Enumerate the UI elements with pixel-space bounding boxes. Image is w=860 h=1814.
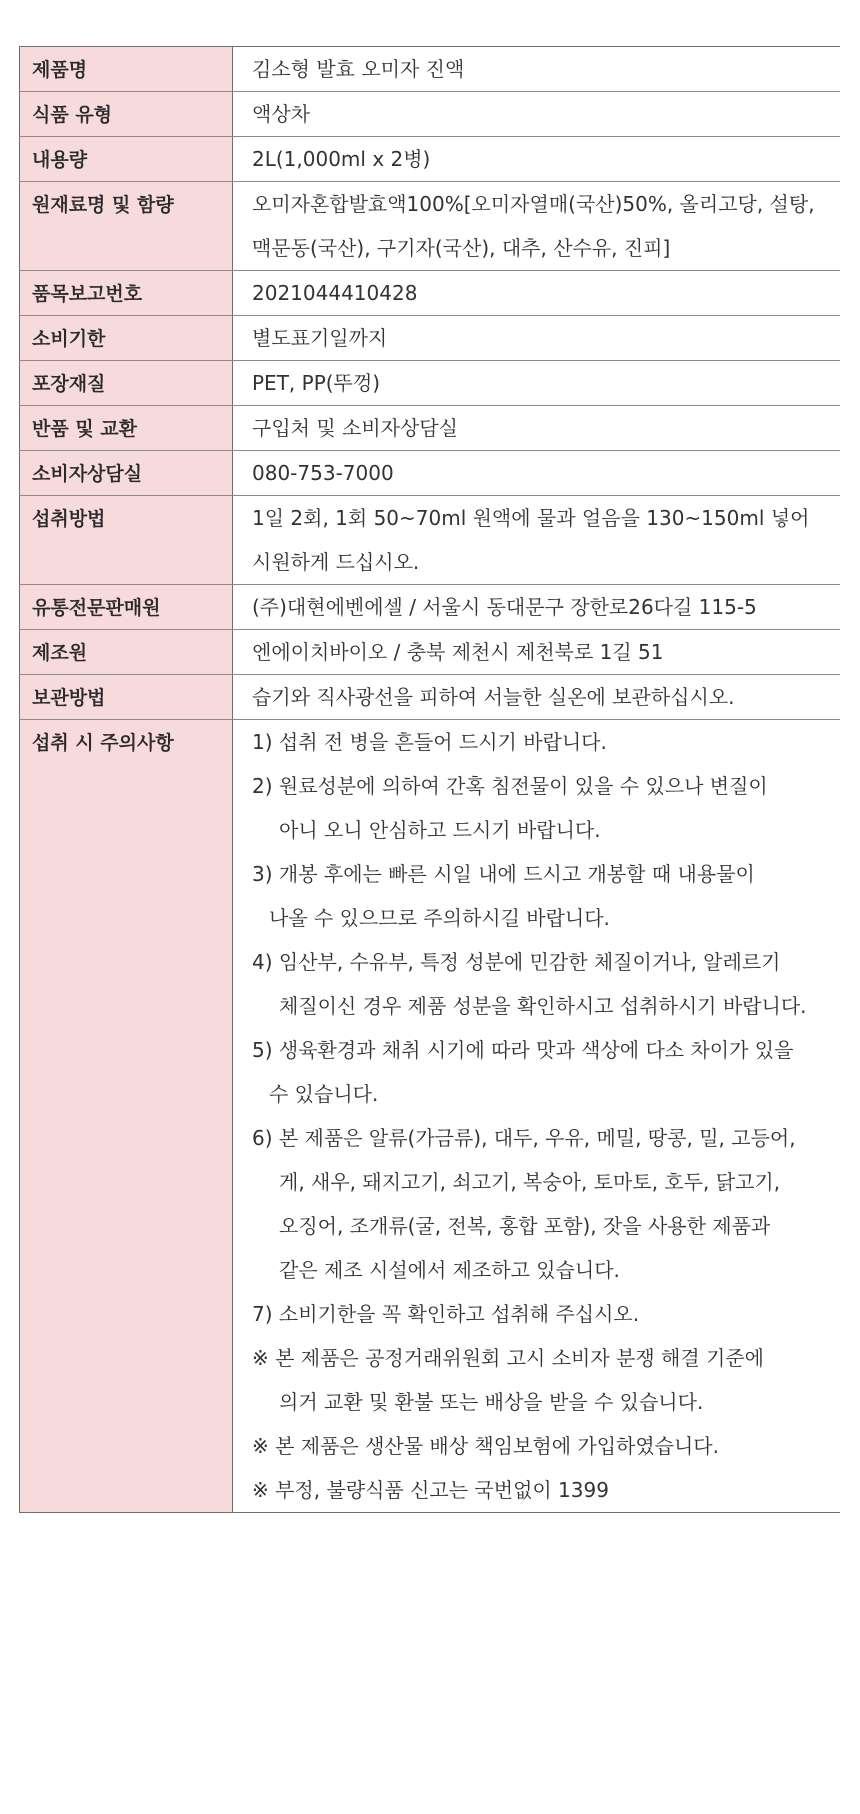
product-info-table	[19, 46, 840, 1513]
row-returns	[20, 406, 841, 451]
row-packaging	[20, 361, 841, 406]
row-product-name	[20, 47, 841, 92]
label-expiry: 소비기한	[32, 328, 106, 350]
label-food-type: 식품 유형	[32, 104, 113, 126]
row-distributor	[20, 585, 841, 630]
caution-line: 나올 수 있으므로 주의하시길 바랍니다.	[269, 906, 610, 930]
caution-line: 2) 원료성분에 의하여 간혹 침전물이 있을 수 있으나 변질이	[252, 774, 768, 798]
label-packaging: 포장재질	[32, 373, 106, 395]
caution-line: 3) 개봉 후에는 빠른 시일 내에 드시고 개봉할 때 내용물이	[252, 862, 755, 886]
row-storage	[20, 675, 841, 720]
value-packaging: PET, PP(뚜껑)	[252, 371, 380, 395]
caution-line: ※ 부정, 불량식품 신고는 국번없이 1399	[252, 1478, 609, 1502]
value-product-name: 김소형 발효 오미자 진액	[252, 57, 465, 81]
label-distributor: 유통전문판매원	[32, 597, 161, 619]
caution-line: 6) 본 제품은 알류(가금류), 대두, 우유, 메밀, 땅콩, 밀, 고등어,	[252, 1126, 796, 1150]
value-distributor: (주)대현에벤에셀 / 서울시 동대문구 장한로26다길 115-5	[252, 595, 757, 619]
caution-line: ※ 본 제품은 공정거래위원회 고시 소비자 분쟁 해결 기준에	[252, 1346, 764, 1370]
row-report-number	[20, 271, 841, 316]
caution-line: 의거 교환 및 환불 또는 배상을 받을 수 있습니다.	[279, 1390, 704, 1414]
row-volume	[20, 137, 841, 182]
row-food-type	[20, 92, 841, 137]
row-manufacturer	[20, 630, 841, 675]
value-volume: 2L(1,000ml x 2병)	[252, 147, 431, 171]
caution-notes	[233, 720, 841, 1513]
caution-line: 게, 새우, 돼지고기, 쇠고기, 복숭아, 토마토, 호두, 닭고기,	[279, 1170, 781, 1194]
label-product-name: 제품명	[32, 59, 88, 81]
row-consumer-center	[20, 451, 841, 496]
caution-line: 수 있습니다.	[269, 1082, 379, 1106]
label-caution: 섭취 시 주의사항	[32, 732, 174, 754]
label-ingredients: 원재료명 및 함량	[32, 194, 174, 216]
caution-line: 오징어, 조개류(굴, 전복, 홍합 포함), 잣을 사용한 제품과	[279, 1214, 771, 1238]
caution-line: 같은 제조 시설에서 제조하고 있습니다.	[279, 1258, 620, 1282]
value-storage: 습기와 직사광선을 피하여 서늘한 실온에 보관하십시오.	[252, 685, 735, 709]
value-food-type: 액상차	[252, 102, 310, 126]
value-manufacturer: 엔에이치바이오 / 충북 제천시 제천북로 1길 51	[252, 640, 664, 664]
caution-line: 아니 오니 안심하고 드시기 바랍니다.	[279, 818, 601, 842]
row-intake-method	[20, 496, 841, 585]
value-ingredients-line-2: 맥문동(국산), 구기자(국산), 대추, 산수유, 진피]	[252, 236, 671, 260]
label-consumer-center: 소비자상담실	[32, 463, 143, 485]
row-expiry	[20, 316, 841, 361]
caution-line: ※ 본 제품은 생산물 배상 책임보험에 가입하였습니다.	[252, 1434, 719, 1458]
label-storage: 보관방법	[32, 687, 106, 709]
value-intake-method-line-1: 1일 2회, 1회 50~70ml 원액에 물과 얼음을 130~150ml 넣어	[252, 506, 810, 530]
label-report-number: 품목보고번호	[32, 283, 143, 305]
value-report-number: 2021044410428	[252, 281, 418, 305]
label-volume: 내용량	[32, 149, 88, 171]
label-manufacturer: 제조원	[32, 642, 88, 664]
value-ingredients-line-1: 오미자혼합발효액100%[오미자열매(국산)50%, 올리고당, 설탕,	[252, 192, 815, 216]
value-consumer-center: 080-753-7000	[252, 461, 394, 485]
label-intake-method: 섭취방법	[32, 508, 106, 530]
caution-line: 5) 생육환경과 채취 시기에 따라 맛과 색상에 다소 차이가 있을	[252, 1038, 794, 1062]
value-returns: 구입처 및 소비자상담실	[252, 416, 458, 440]
caution-line: 7) 소비기한을 꼭 확인하고 섭취해 주십시오.	[252, 1302, 640, 1326]
caution-line: 1) 섭취 전 병을 흔들어 드시기 바랍니다.	[252, 730, 607, 754]
caution-line: 4) 임산부, 수유부, 특정 성분에 민감한 체질이거나, 알레르기	[252, 950, 781, 974]
value-expiry: 별도표기일까지	[252, 326, 388, 350]
row-caution	[20, 720, 841, 1513]
value-intake-method-line-2: 시원하게 드십시오.	[252, 550, 420, 574]
label-returns: 반품 및 교환	[32, 418, 137, 440]
caution-line: 체질이신 경우 제품 성분을 확인하시고 섭취하시기 바랍니다.	[279, 994, 807, 1018]
row-ingredients	[20, 182, 841, 271]
